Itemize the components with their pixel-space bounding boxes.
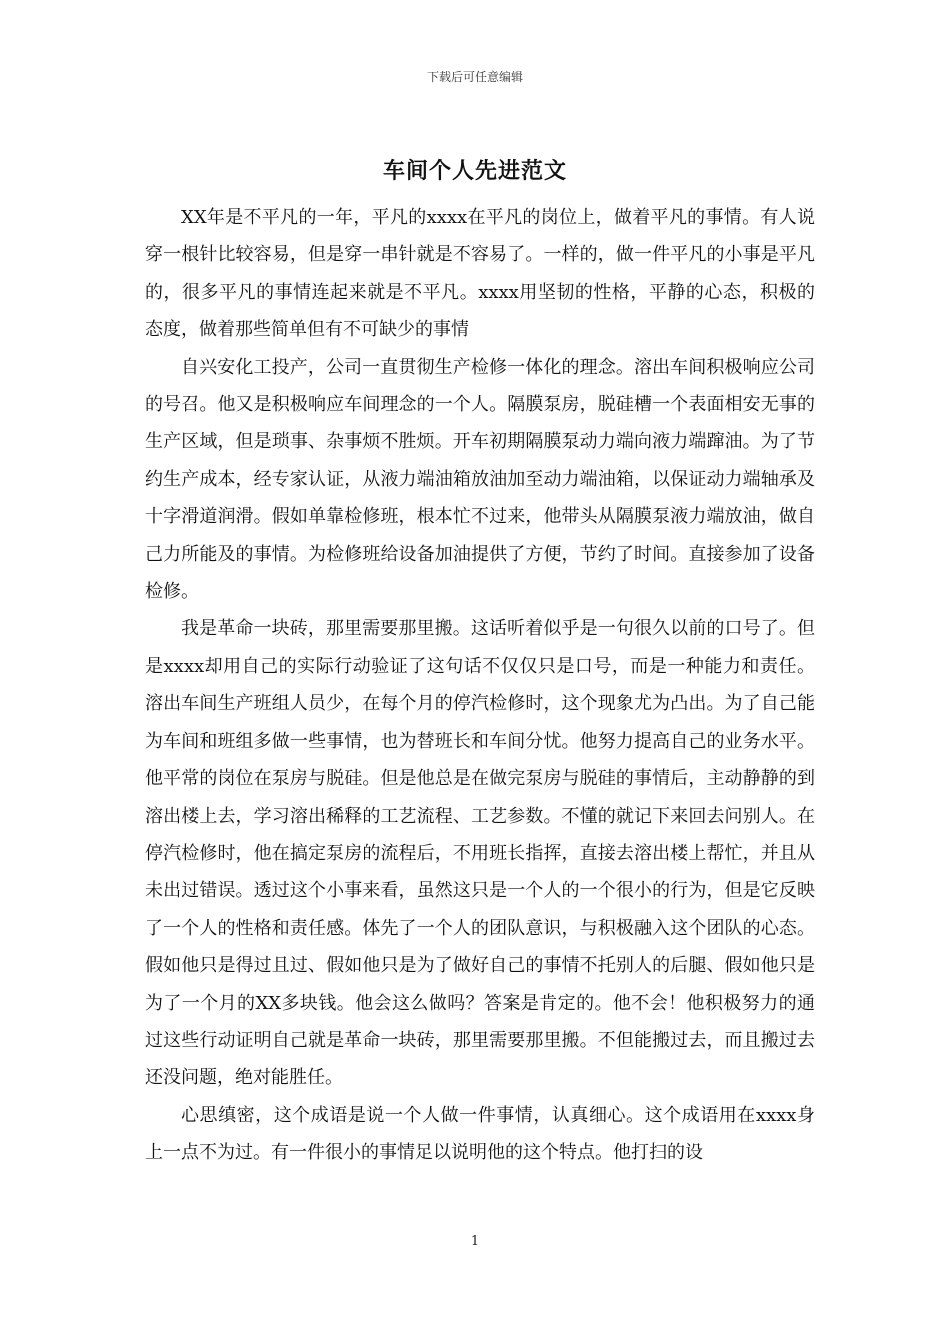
page-number: 1 — [470, 1234, 480, 1249]
document-title: 车间个人先进范文 — [382, 158, 567, 184]
paragraph-3: 我是革命一块砖，那里需要那里搬。这话听着似乎是一句很久以前的口号了。但是xxxx却用自己的实际行动验证了这句话不仅仅只是口号，而是一种能力和责任。溶出车间生产班组人员少，在每个月的停汽检修时，这个现象尤为凸出。为了自己能为车间和班组多做一些事情，也为替班长和车间分忧。他努力提高自己的业务水平。他平常的岗位在泵房与脱硅。但是他总是在做完泵房与脱硅的事情后，主动静静的到溶出楼上去，学习溶出稀释的工艺流程、工艺参数。不懂的就记下来回去问别人。在停汽检修时，他在搞定泵房的流程后，不用班长指挥，直接去溶出楼上帮忙，并且从未出过错误。透过这个小事来看，虽然这只是一个人的一个很小的行为，但是它反映了一个人的性格和责任感。体先了一个人的团队意识，与积极融入这个团队的心态。假如他只是得过且过、假如他只是为了做好自己的事情不托别人的后腿、假如他只是为了一个月的XX多块钱。他会这么做吗？答案是肯定的。他不会！他积极努力的通过这些行动证明自己就是革命一块砖，那里需要那里搬。不但能搬过去，而且搬过去还没问题，绝对能胜任。 — [145, 618, 815, 1089]
paragraph-4: 心思缜密，这个成语是说一个人做一件事情，认真细心。这个成语用在xxxx身上一点不为过。有一件很小的事情足以说明他的这个特点。他打扫的设 — [145, 1104, 815, 1164]
paragraph-2: 自兴安化工投产，公司一直贯彻生产检修一体化的理念。溶出车间积极响应公司的号召。他又是积极响应车间理念的一个人。隔膜泵房，脱硅槽一个表面相安无事的生产区域，但是琐事、杂事烦不胜烦。开车初期隔膜泵动力端向液力端蹿油。为了节约生产成本，经专家认证，从液力端油箱放油加至动力端油箱，以保证动力端轴承及十字滑道润滑。假如单靠检修班，根本忙不过来，他带头从隔膜泵液力端放油，做自己力所能及的事情。为检修班给设备加油提供了方便，节约了时间。直接参加了设备检修。 — [145, 356, 815, 603]
document-body — [145, 199, 815, 1239]
paragraph-1: XX年是不平凡的一年，平凡的xxxx在平凡的岗位上，做着平凡的事情。有人说穿一根针比较容易，但是穿一串针就是不容易了。一样的，做一件平凡的小事是平凡的，很多平凡的事情连起来就是不平凡。xxxx用坚韧的性格，平静的心态，积极的态度，做着那些简单但有不可缺少的事情 — [145, 207, 815, 341]
page-header-note: 下载后可任意编辑 — [426, 70, 523, 84]
